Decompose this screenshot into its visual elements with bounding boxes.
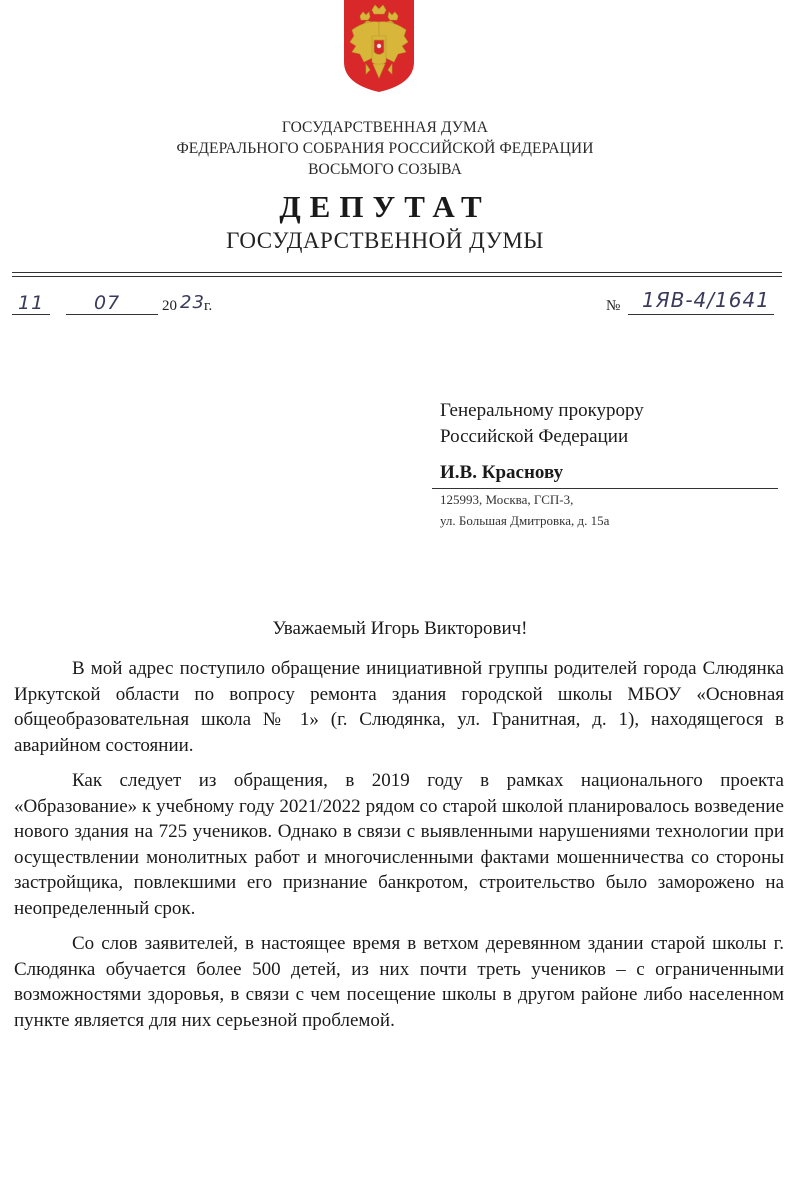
number-label: №: [606, 298, 621, 314]
coat-of-arms-icon: [342, 0, 416, 92]
postal-address-line-2: ул. Большая Дмитровка, д. 15а: [440, 513, 610, 528]
addressee-name: И.В. Краснову: [440, 462, 564, 483]
addressee-line-2: Российской Федерации: [440, 426, 629, 447]
letter-body: [14, 656, 784, 1043]
date-year-suffix: 23: [180, 292, 205, 313]
date-year-prefix: 20: [162, 298, 177, 314]
letterhead-subtitle: ГОСУДАРСТВЕННОЙ ДУМЫ: [226, 228, 544, 253]
org-line-1: ГОСУДАРСТВЕННАЯ ДУМА: [281, 119, 489, 136]
letterhead-divider-thin: [12, 276, 782, 277]
letterhead-divider-thick: [12, 272, 782, 273]
body-paragraph: Со слов заявителей, в настоящее время в ветхом деревянном здании старой школы г. Слюдянка обучается более 500 детей, из них почти треть учеников – с ограниченными возможностями здоровья, в связи с чем посещение школы в другом районе либо населенном пункте является для них серьезной проблемой.: [14, 933, 784, 1031]
date-day-underline: [12, 314, 50, 315]
org-line-3: ВОСЬМОГО СОЗЫВА: [308, 161, 462, 178]
org-line-2: ФЕДЕРАЛЬНОГО СОБРАНИЯ РОССИЙСКОЙ ФЕДЕРАЦИИ: [176, 140, 594, 157]
addressee-line-1: Генеральному прокурору: [440, 400, 644, 421]
body-paragraph: Как следует из обращения, в 2019 году в рамках национального проекта «Образование» к учебному году 2021/2022 рядом со старой школой планировалось возведение нового здания на 725 учеников. Однако в связи с выявленными нарушениями технологии при осуществлении монолитных работ и многочисленными фактами мошенничества со стороны застройщика, повлекшими его признание банкротом, строительство было заморожено на неопределенный срок.: [14, 770, 784, 919]
letterhead-title: ДЕПУТАТ: [279, 189, 491, 224]
postal-address-line-1: 125993, Москва, ГСП-3,: [440, 492, 574, 507]
date-number-row: [12, 288, 782, 322]
date-month-underline: [66, 314, 158, 315]
addressee-divider: [432, 488, 778, 489]
salutation: Уважаемый Игорь Викторович!: [272, 618, 528, 639]
date-year-unit: г.: [204, 298, 213, 314]
registration-number: 1ЯВ-4/1641: [642, 288, 770, 312]
date-day: 11: [18, 292, 45, 314]
number-underline: [628, 314, 774, 315]
body-paragraph: В мой адрес поступило обращение инициативной группы родителей города Слюдянка Иркутской области по вопросу ремонта здания городской школы МБОУ «Основная общеобразовательная школа № 1» (г. Слюдянка, ул. Гранитная, д. 1), находящегося в аварийном состоянии.: [14, 658, 784, 756]
date-month: 07: [94, 292, 121, 314]
